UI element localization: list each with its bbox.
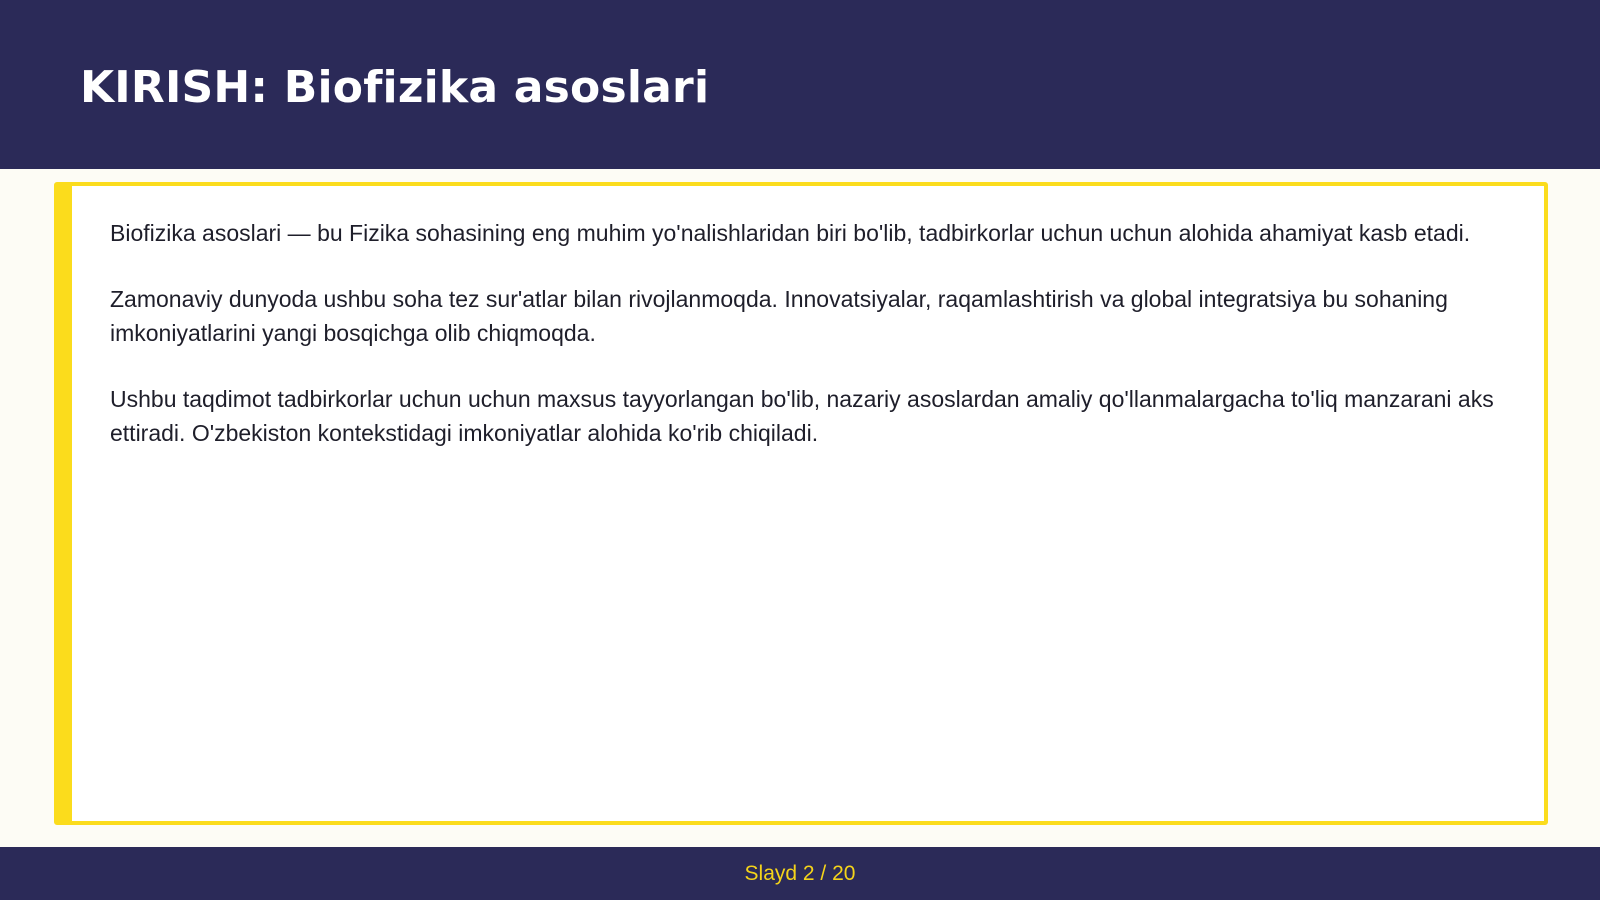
slide-title: KIRISH: Biofizika asoslari [80, 62, 710, 113]
paragraph-1: Biofizika asoslari — bu Fizika sohasining eng muhim yo'nalishlaridan biri bo'lib, tadbirkorlar uchun uchun alohida ahamiyat kasb etadi. [110, 220, 1471, 246]
slide-counter: Slayd 2 / 20 [744, 862, 856, 885]
paragraph-3: Ushbu taqdimot tadbirkorlar uchun uchun maxsus tayyorlangan bo'lib, nazariy asoslardan amaliy qo'llanmalargacha to'liq manzarani aks ettiradi. O'zbekiston kontekstidagi imkoniyatlar alohida ko'rib chiqiladi. [110, 386, 1494, 446]
content-box [54, 182, 1548, 825]
content-text [110, 216, 1515, 482]
slide-header [0, 0, 1600, 169]
paragraph-2: Zamonaviy dunyoda ushbu soha tez sur'atlar bilan rivojlanmoqda. Innovatsiyalar, raqamlashtirish va global integratsiya bu sohaning imkoniyatlarini yangi bosqichga olib chiqmoqda. [110, 286, 1448, 346]
slide-footer [0, 847, 1600, 900]
